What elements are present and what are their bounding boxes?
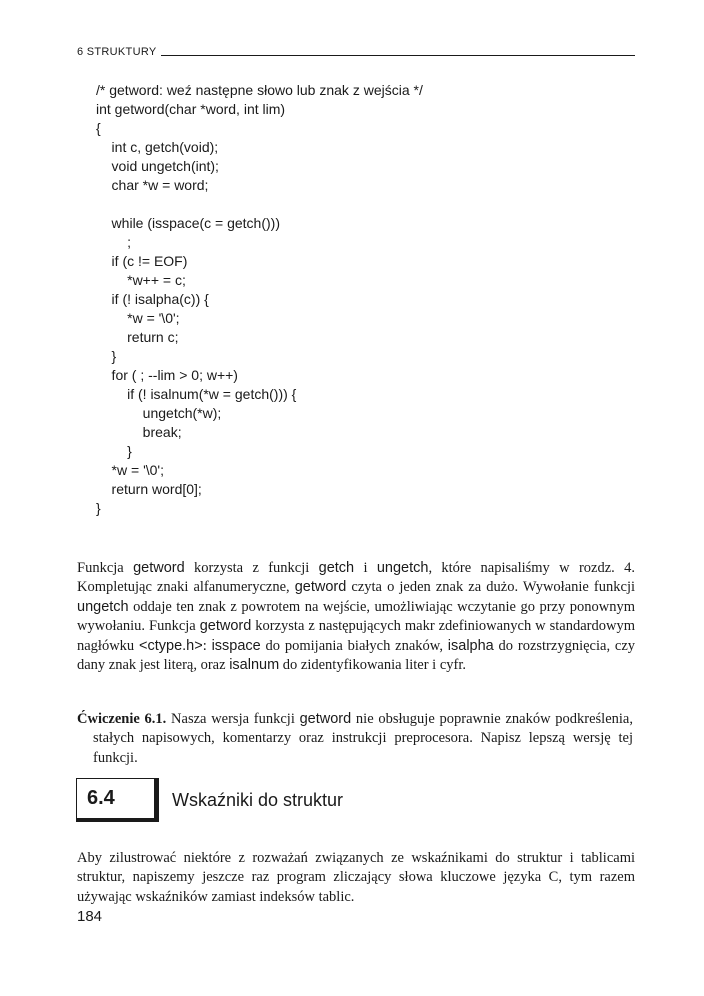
code-line: *w = '\0'; (96, 310, 180, 326)
section-number: 6.4 (87, 787, 115, 809)
code-line: break; (96, 424, 182, 440)
code-line: } (96, 443, 132, 459)
code-line: if (! isalnum(*w = getch())) { (96, 386, 297, 402)
code-term: getword (199, 618, 252, 634)
page-number: 184 (77, 908, 103, 925)
code-line: char *w = word; (96, 177, 209, 193)
code-term: getch (318, 559, 355, 576)
chapter-header: 6 STRUKTURY (77, 46, 157, 58)
code-line: } (96, 500, 101, 516)
section-number-box (76, 778, 159, 822)
paragraph-pointers-intro: Aby zilustrować niektóre z rozważań związanych ze wskaźnikami do struktur i tablicami struktur, napiszemy jeszcze raz program zliczający słowa kluczowe języka C, tym razem używając wskaźników zamiast indeksów tablic. (77, 849, 635, 905)
code-term: isalnum (229, 657, 280, 673)
section-title: Wskaźniki do struktur (172, 789, 344, 810)
code-line: if (! isalpha(c)) { (96, 291, 209, 307)
code-line: for ( ; --lim > 0; w++) (96, 367, 238, 383)
code-listing (96, 81, 423, 518)
code-term: isspace (211, 637, 261, 654)
code-term: ungetch (77, 598, 129, 615)
code-term: <ctype.h> (139, 637, 203, 654)
running-header (77, 46, 635, 58)
section-heading (76, 778, 343, 822)
code-term: getword (133, 559, 185, 576)
code-term: isalpha (447, 637, 494, 654)
code-term: ungetch (376, 559, 429, 576)
code-line: while (isspace(c = getch())) (96, 215, 280, 231)
code-line: *w = '\0'; (96, 462, 164, 478)
code-line: *w++ = c; (96, 272, 186, 288)
code-line: if (c != EOF) (96, 253, 188, 269)
code-line (96, 195, 423, 214)
code-line: } (96, 348, 117, 364)
code-term: getword (299, 710, 352, 727)
code-line: /* getword: weź następne słowo lub znak z wejścia */ (96, 82, 423, 98)
exercise-6-1: Ćwiczenie 6.1. Nasza wersja funkcji getword nie obsługuje poprawnie znaków podkreślenia, stałych napisowych, komentarzy oraz instrukcji preprocesora. Napisz lepszą wersję tej funkcji. (77, 710, 633, 766)
code-term: getword (294, 579, 347, 595)
exercise-label: Ćwiczenie 6.1. (77, 710, 167, 727)
code-line: ungetch(*w); (96, 405, 222, 421)
code-line: ; (96, 234, 132, 250)
code-line: return c; (96, 329, 179, 345)
paragraph-getword-description: Funkcja getword korzysta z funkcji getch i ungetch, które napisaliśmy w rozdz. 4. Kompletując znaki alfanumeryczne, getword czyta o jeden znak za dużo. Wywołanie funkcji ungetch oddaje ten znak z powrotem na wejście, umożliwiając wczytanie go przy ponownym wywołaniu. Funkcja getword korzysta z następujących makr zdefiniowanych w standardowym nagłówku <ctype.h>: isspace do pomijania białych znaków, isalpha do rozstrzygnięcia, czy dany znak jest literą, oraz isalnum do zidentyfikowania liter i cyfr. (77, 559, 636, 673)
code-line: return word[0]; (96, 481, 202, 497)
code-line: int getword(char *word, int lim) (96, 101, 286, 117)
header-rule (161, 55, 636, 56)
code-line: int c, getch(void); (96, 139, 219, 155)
code-line: { (96, 120, 101, 136)
code-line: void ungetch(int); (96, 158, 219, 174)
